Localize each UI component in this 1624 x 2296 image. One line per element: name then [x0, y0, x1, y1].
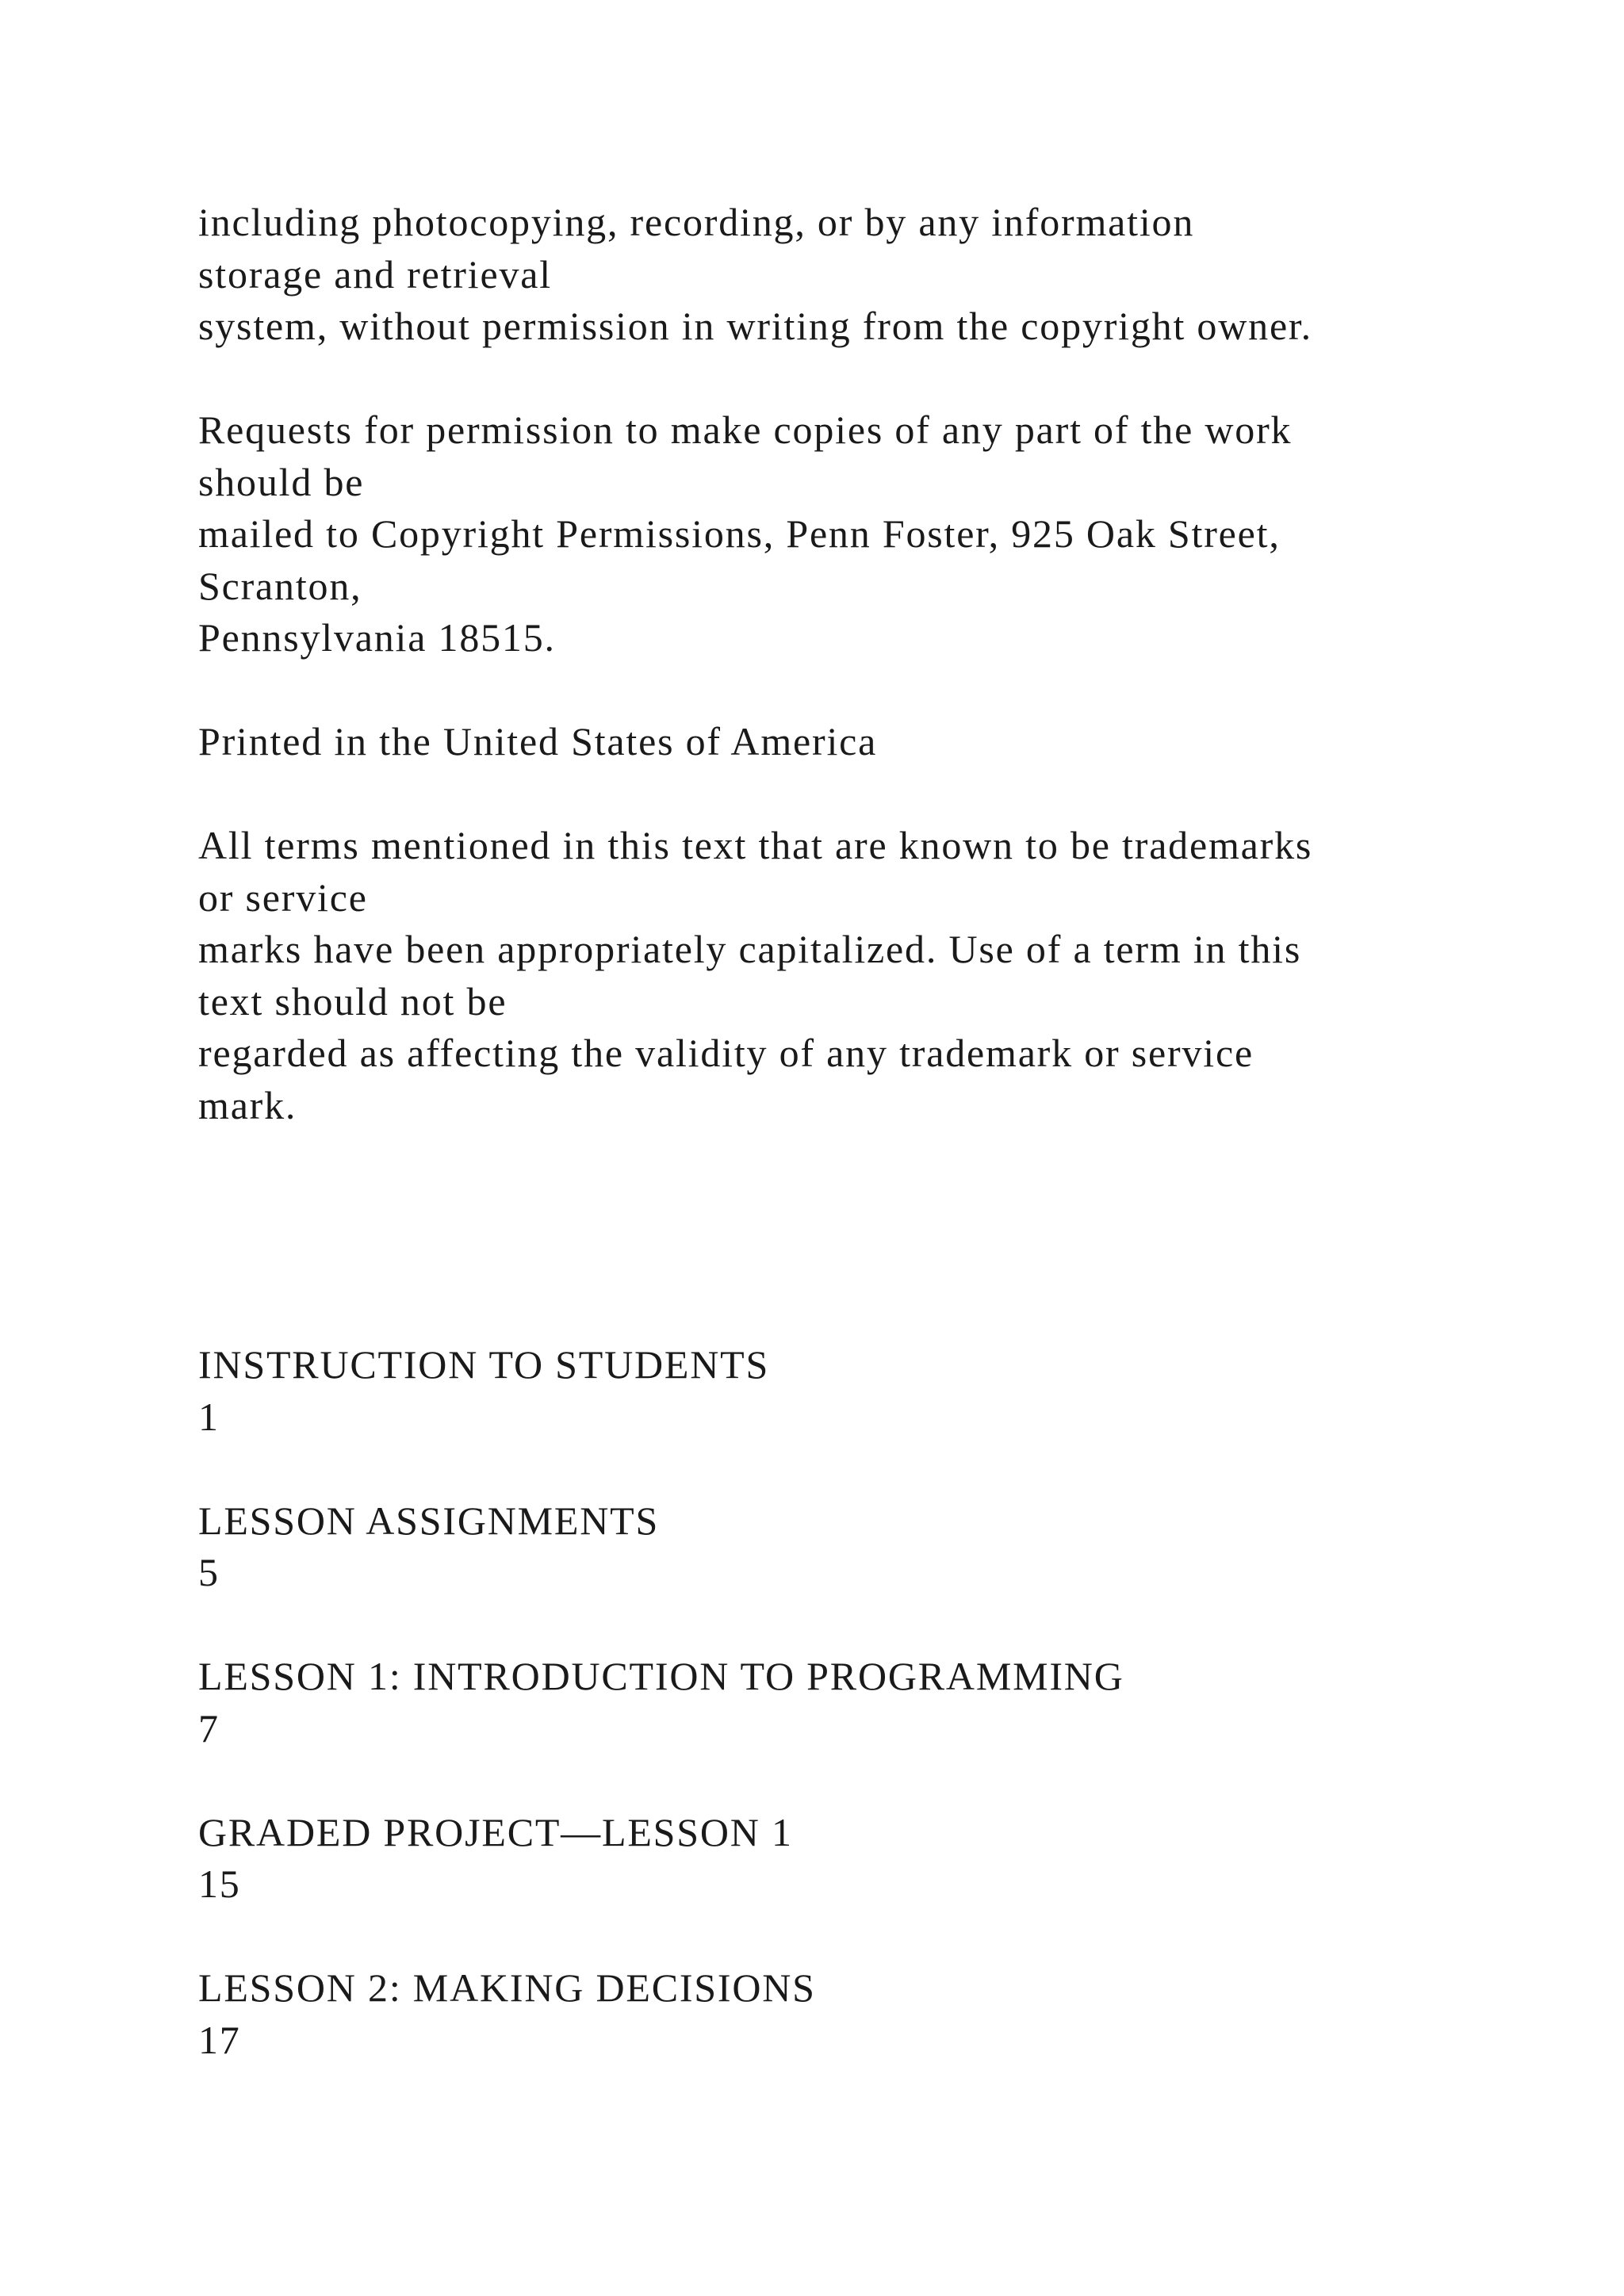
toc-entry: [198, 1651, 1546, 1755]
text-line: All terms mentioned in this text that are known to be trademarks: [198, 823, 1313, 867]
toc-entry: [198, 1962, 1546, 2066]
toc-entry-page: 1: [198, 1394, 220, 1439]
toc-entry-page: 17: [198, 2017, 241, 2062]
text-line: marks have been appropriately capitalized. Use of a term in this: [198, 927, 1302, 971]
toc-entry-title: GRADED PROJECT—LESSON 1: [198, 1809, 793, 1854]
table-of-contents: [198, 1339, 1546, 2066]
toc-entry-title: LESSON 2: MAKING DECISIONS: [198, 1965, 816, 2010]
text-line: text should not be: [198, 978, 508, 1024]
toc-entry-title: LESSON ASSIGNMENTS: [198, 1498, 660, 1543]
text-line: mailed to Copyright Permissions, Penn Foster, 925 Oak Street,: [198, 511, 1281, 556]
copyright-paragraph: [198, 197, 1546, 353]
toc-entry-page: 15: [198, 1862, 241, 1906]
toc-gap: [198, 1911, 1546, 1963]
text-line: or service: [198, 874, 368, 920]
toc-gap: [198, 1599, 1546, 1651]
toc-entry-title: INSTRUCTION TO STUDENTS: [198, 1342, 770, 1387]
text-line: regarded as affecting the validity of any trademark or service: [198, 1031, 1254, 1075]
text-line: storage and retrieval: [198, 251, 552, 297]
text-line: Scranton,: [198, 563, 362, 608]
permissions-paragraph: [198, 404, 1546, 664]
text-line: should be: [198, 459, 365, 504]
section-gap: [198, 1131, 1546, 1339]
text-line: Pennsylvania 18515.: [198, 615, 556, 660]
toc-entry: [198, 1339, 1546, 1443]
paragraph-gap: [198, 353, 1546, 405]
printed-in-paragraph: [198, 716, 1546, 768]
toc-entry: [198, 1807, 1546, 1911]
document-body: [198, 197, 1546, 2066]
paragraph-gap: [198, 664, 1546, 717]
toc-gap: [198, 1755, 1546, 1807]
toc-entry: [198, 1495, 1546, 1599]
toc-gap: [198, 1443, 1546, 1495]
text-line: mark.: [198, 1082, 297, 1127]
toc-entry-page: 5: [198, 1550, 220, 1594]
toc-entry-title: LESSON 1: INTRODUCTION TO PROGRAMMING: [198, 1654, 1124, 1698]
trademarks-paragraph: [198, 820, 1546, 1131]
paragraph-gap: [198, 768, 1546, 821]
text-line: Printed in the United States of America: [198, 719, 878, 763]
text-line: Requests for permission to make copies of any part of the work: [198, 408, 1293, 452]
text-line: including photocopying, recording, or by any information: [198, 200, 1195, 244]
toc-entry-page: 7: [198, 1705, 220, 1751]
text-line: system, without permission in writing from the copyright owner.: [198, 304, 1312, 348]
